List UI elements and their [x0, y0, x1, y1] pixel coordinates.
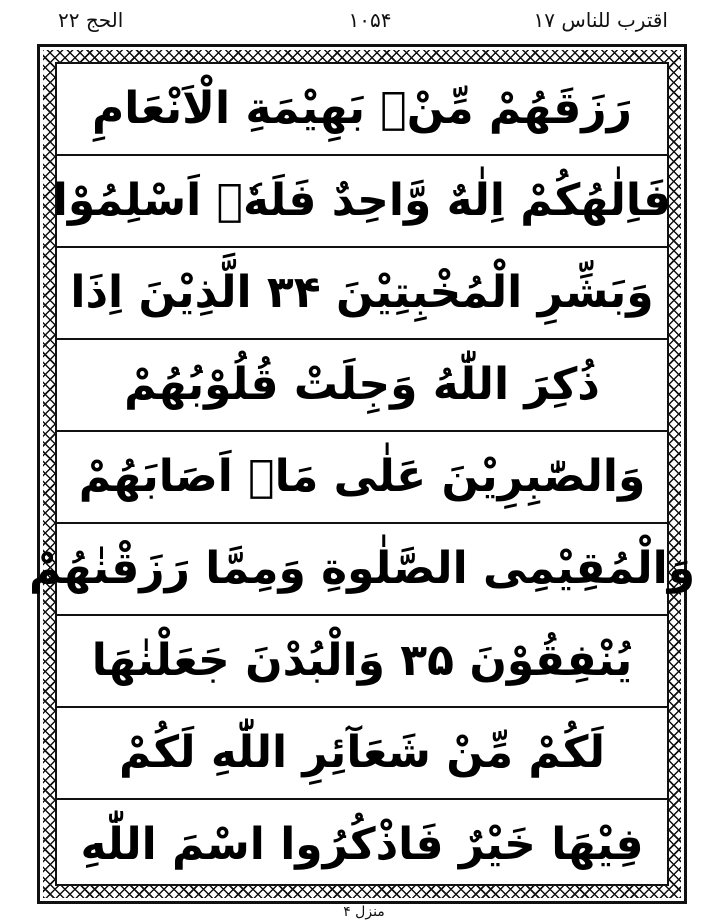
verse-text: وَالصّٰبِرِيْنَ عَلٰى مَاۤ اَصَابَهُمْ	[78, 451, 646, 502]
text-line	[52, 156, 672, 248]
text-line	[57, 616, 667, 708]
text-line	[57, 64, 667, 156]
verse-text: يُنْفِقُوْنَ ۳۵ وَالْبُدْنَ جَعَلْنٰهَا	[91, 635, 633, 686]
page-frame	[28, 44, 696, 904]
page-number: ۱۰۵۴	[348, 8, 392, 32]
verse-text: فَاِلٰهُكُمْ اِلٰهٌ وَّاحِدٌ فَلَهٗۤ اَسْلِمُوْا	[52, 175, 672, 226]
text-line	[57, 340, 667, 432]
verse-text: ذُكِرَ اللّٰهُ وَجِلَتْ قُلُوْبُهُمْ	[124, 359, 600, 410]
surah-name: الحج ۲۲	[58, 8, 124, 32]
text-line	[57, 800, 667, 890]
text-area	[28, 62, 696, 886]
verse-text: رَزَقَهُمْ مِّنْۢ بَهِيْمَةِ الْاَنْعَامِ	[92, 83, 632, 134]
verse-text: وَبَشِّرِ الْمُخْبِتِيْنَ ۳۴ الَّذِيْنَ اِذَا	[70, 267, 654, 318]
text-line	[57, 708, 667, 800]
manzil-label: منزل ۴	[343, 904, 385, 920]
text-line	[57, 432, 667, 524]
verse-text: لَكُمْ مِّنْ شَعَآئِرِ اللّٰهِ لَكُمْ	[118, 727, 606, 778]
text-line	[28, 524, 696, 616]
text-line	[57, 248, 667, 340]
verse-text: وَالْمُقِيْمِى الصَّلٰوةِ وَمِمَّا رَزَقْنٰهُمْ	[28, 543, 696, 594]
para-name: اقترب للناس ۱۷	[533, 8, 668, 32]
verse-text: فِيْهَا خَيْرٌ فَاذْكُرُوا اسْمَ اللّٰهِ	[80, 819, 644, 870]
page-header	[0, 0, 728, 44]
